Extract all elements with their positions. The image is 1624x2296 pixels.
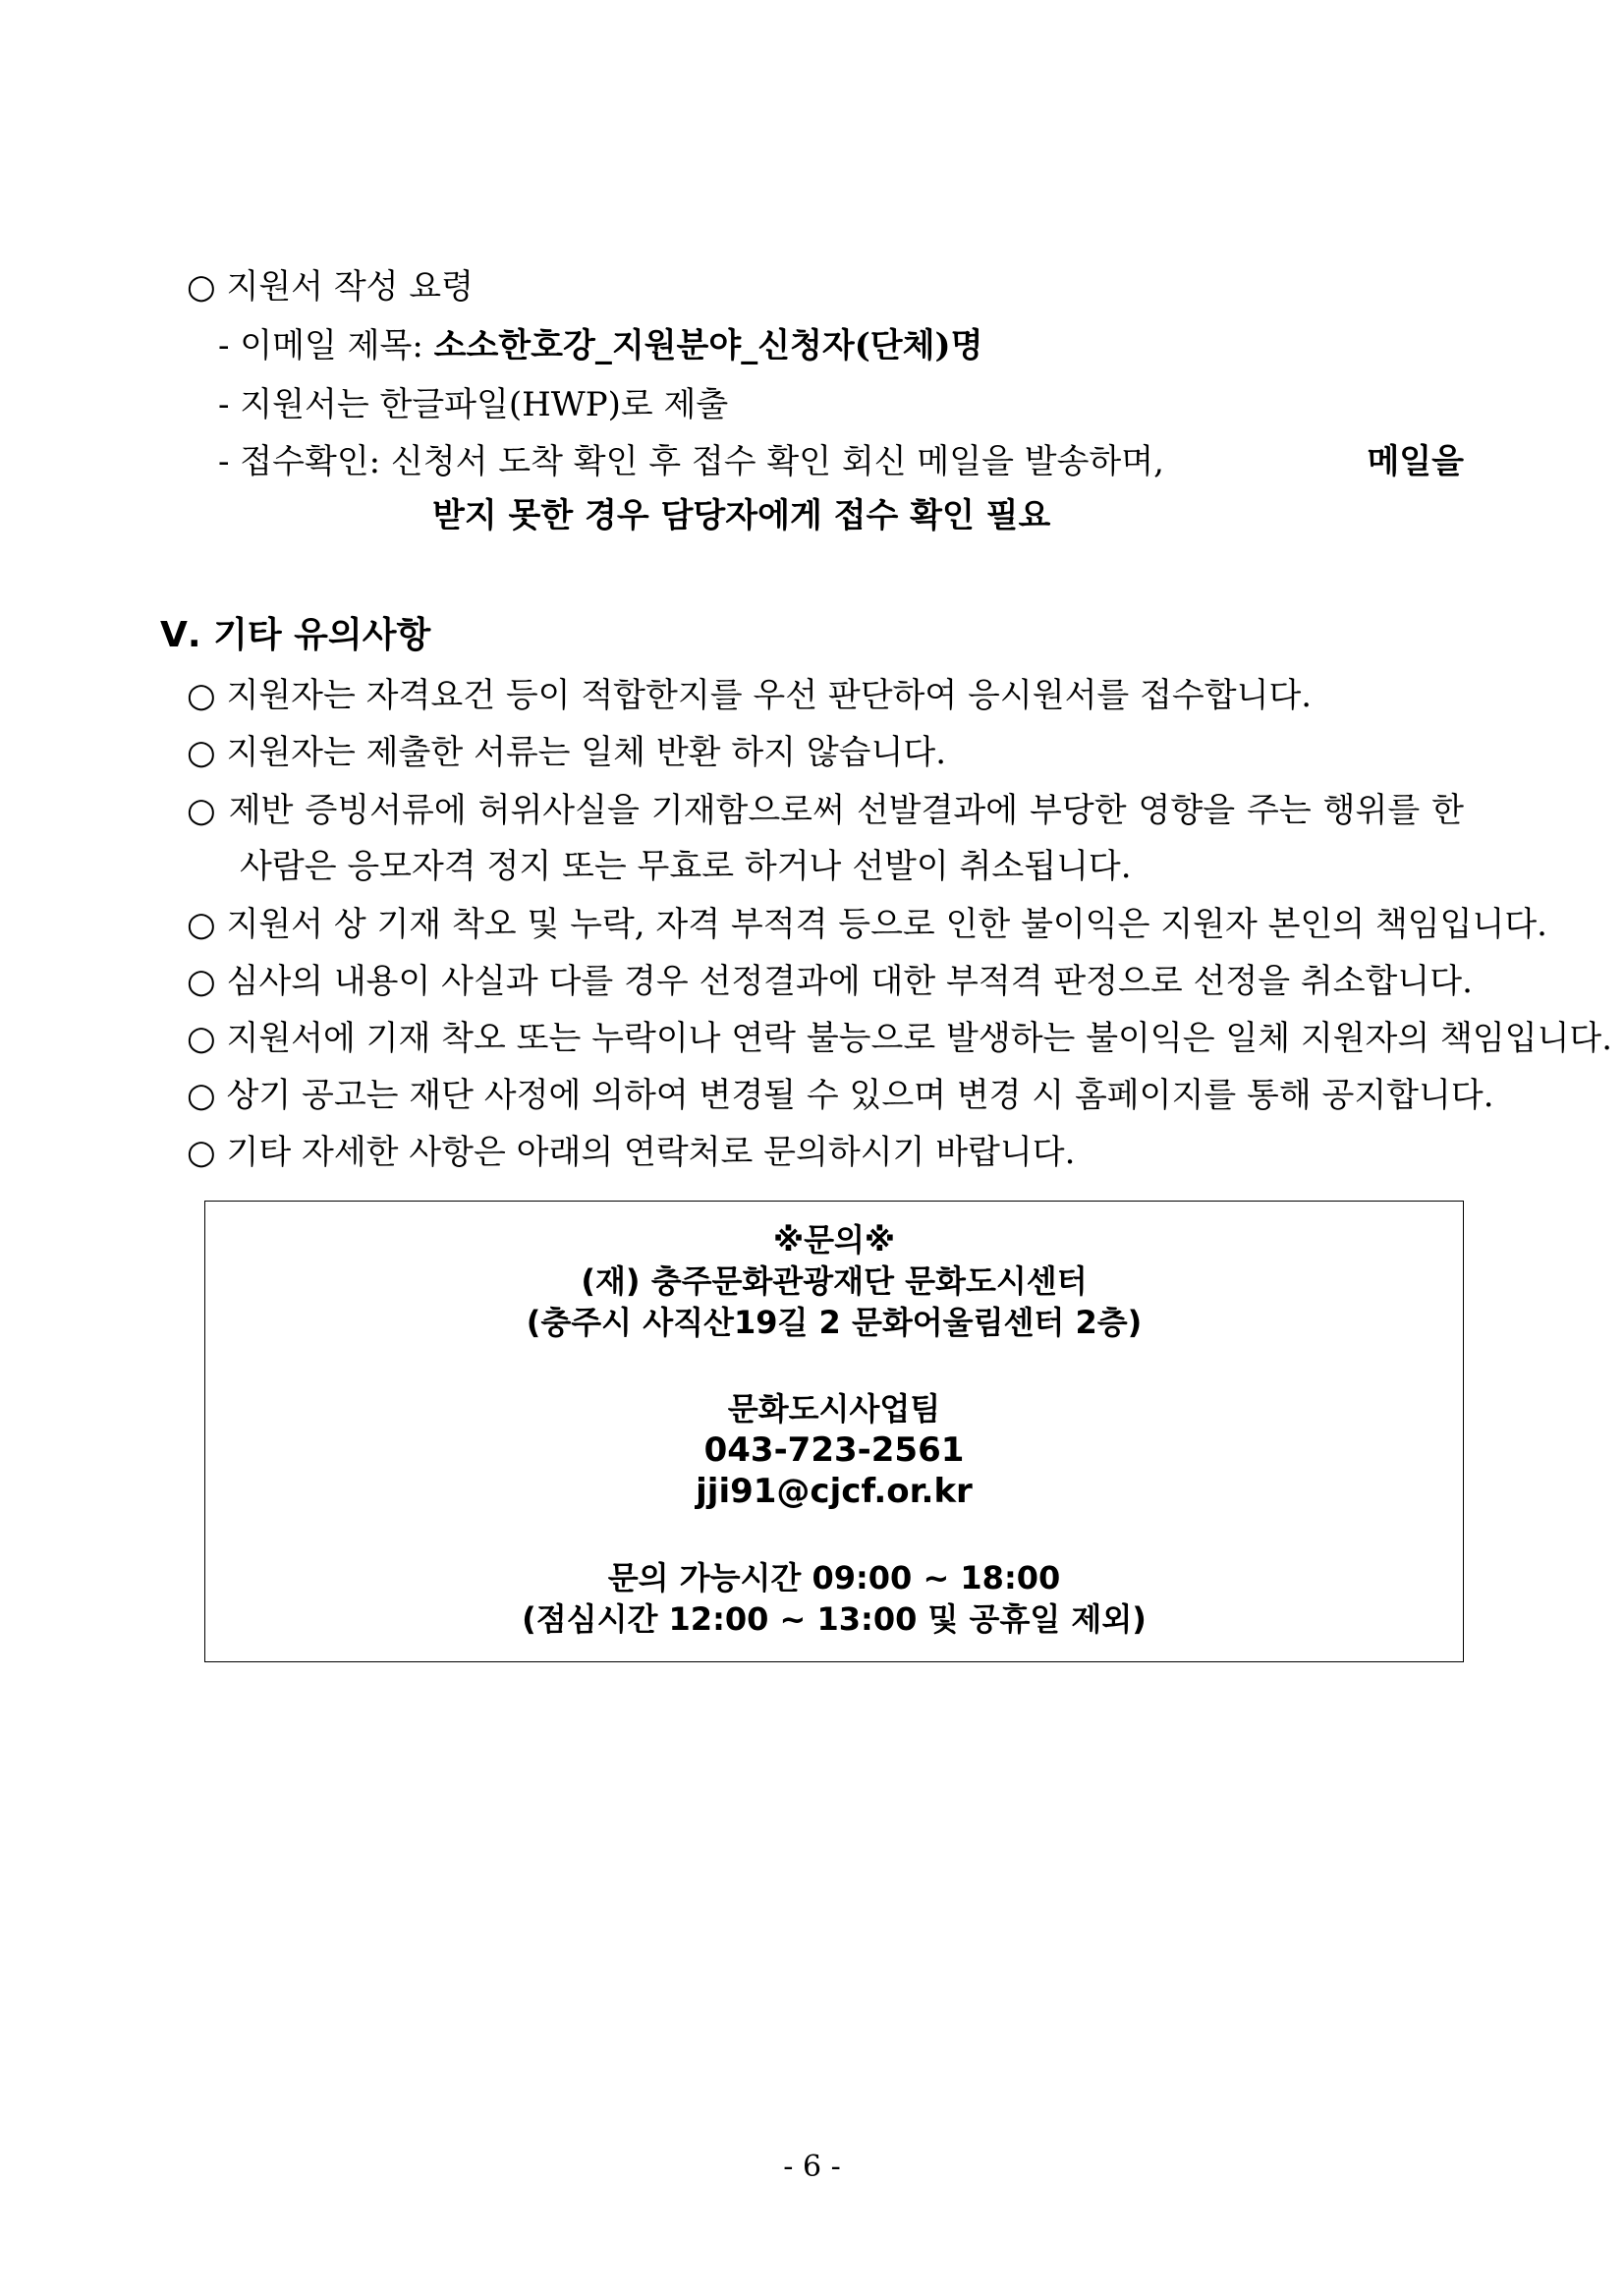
contact-address: (충주시 사직산19길 2 문화어울림센터 2층) — [526, 1304, 1143, 1341]
notice-item: ○ 심사의 내용이 사실과 다를 경우 선정결과에 대한 부적격 판정으로 선정을 취소합니다. — [187, 962, 1473, 1001]
contact-title: ※문의※ — [772, 1221, 896, 1259]
writing-guide-title: ○ 지원서 작성 요령 — [187, 267, 474, 307]
notice-item-continuation: 사람은 응모자격 정지 또는 무효로 하거나 선발이 취소됩니다. — [240, 847, 1132, 886]
receipt-confirm-text: - 접수확인: 신청서 도착 확인 후 접수 확인 회신 메일을 발송하며, — [218, 442, 1164, 481]
contact-phone: 043-723-2561 — [703, 1430, 965, 1470]
contact-box — [204, 1201, 1464, 1662]
notice-item: ○ 지원서 상 기재 착오 및 누락, 자격 부적격 등으로 인한 불이익은 지원자 본인의 책임입니다. — [187, 905, 1547, 944]
notice-item: ○ 기타 자세한 사항은 아래의 연락처로 문의하시기 바랍니다. — [187, 1133, 1076, 1172]
receipt-confirm-bold: 메일을 — [1367, 442, 1464, 481]
contact-team: 문화도시사업팀 — [727, 1390, 941, 1428]
contact-hours: 문의 가능시간 09:00 ~ 18:00 — [607, 1559, 1061, 1596]
contact-hours-note: (점심시간 12:00 ~ 13:00 및 공휴일 제외) — [522, 1600, 1147, 1638]
notice-item: ○ 지원자는 제출한 서류는 일체 반환 하지 않습니다. — [187, 733, 947, 772]
notice-item: ○ 상기 공고는 재단 사정에 의하여 변경될 수 있으며 변경 시 홈페이지를 통해 공지합니다. — [187, 1076, 1494, 1115]
file-format-line: - 지원서는 한글파일(HWP)로 제출 — [218, 385, 729, 424]
contact-email: jji91@cjcf.or.kr — [696, 1472, 973, 1511]
receipt-confirm-line — [218, 440, 1464, 483]
notice-item: ○ 지원서에 기재 착오 또는 누락이나 연락 불능으로 발생하는 불이익은 일체 지원자의 책임입니다. — [187, 1019, 1613, 1058]
email-subject-prefix: - 이메일 제목: — [218, 326, 434, 365]
contact-organization: (재) 충주문화관광재단 문화도시센터 — [581, 1262, 1088, 1300]
email-subject-line — [218, 324, 982, 367]
section-v-title: Ⅴ. 기타 유의사항 — [160, 615, 431, 655]
page-number: - 6 - — [783, 2150, 841, 2184]
receipt-confirm-note: 받지 못한 경우 담당자에게 접수 확인 필요 — [432, 496, 1051, 535]
notice-item: ○ 지원자는 자격요건 등이 적합한지를 우선 판단하여 응시원서를 접수합니다. — [187, 676, 1313, 715]
notice-item: ○ 제반 증빙서류에 허위사실을 기재함으로써 선발결과에 부당한 영향을 주는 행위를 한 — [187, 791, 1464, 830]
email-subject-format: 소소한호강_지원분야_신청자(단체)명 — [433, 326, 983, 365]
